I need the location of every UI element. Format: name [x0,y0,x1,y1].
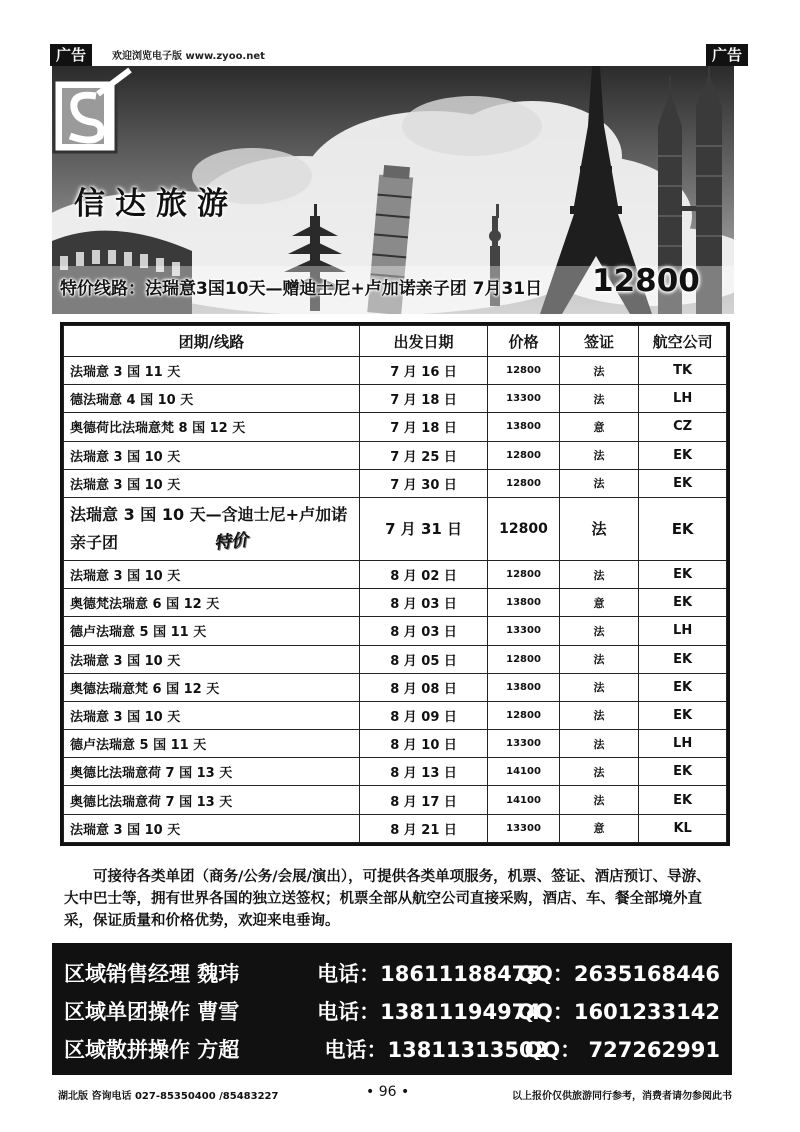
route-cell: 德卢法瑞意 5 国 11 天 [64,617,360,645]
ad-label-right: 广告 [706,44,748,66]
price-cell: 13300 [488,814,559,842]
airline-cell: KL [639,814,727,842]
route-cell: 奥德比法瑞意荷 7 国 13 天 [64,786,360,814]
price-cell: 13800 [488,673,559,701]
route-cell: 法瑞意 3 国 10 天 [64,701,360,729]
table-row [64,385,727,413]
price-cell: 12800 [488,357,559,385]
brand-logo-icon [52,66,134,156]
airline-cell: LH [639,385,727,413]
date-cell: 7 月 16 日 [359,357,488,385]
airline-cell: CZ [639,413,727,441]
date-cell: 7 月 30 日 [359,469,488,497]
visa-cell: 法 [559,617,639,645]
contact-qq[interactable]: QQ：2635168446 [517,962,720,986]
airline-cell: EK [639,589,727,617]
airline-cell: EK [639,673,727,701]
footer-edition: 湖北版 [58,1091,88,1102]
airline-cell: EK [639,645,727,673]
date-cell: 8 月 21 日 [359,814,488,842]
price-cell: 12800 [488,441,559,469]
route-cell: 奥德梵法瑞意 6 国 12 天 [64,589,360,617]
date-cell: 8 月 02 日 [359,560,488,588]
route-cell: 法瑞意 3 国 10 天 [64,814,360,842]
price-cell: 12800 [488,497,559,560]
contact-role: 区域销售经理 魏玮 [64,962,240,986]
footer-phone: 咨询电话 027-85350400 /85483227 [88,1091,279,1102]
airline-cell: EK [639,786,727,814]
route-cell: 德法瑞意 4 国 10 天 [64,385,360,413]
page-number: • 96 • [366,1084,410,1100]
table-row [64,701,727,729]
route-cell: 法瑞意 3 国 10 天 [64,645,360,673]
table-row [64,357,727,385]
route-cell: 法瑞意 3 国 10 天 [64,560,360,588]
table-header-row [64,326,727,357]
contact-role: 区域单团操作 曹雪 [64,1000,240,1024]
route-cell [64,497,360,560]
table-row [64,673,727,701]
airline-cell: LH [639,730,727,758]
table-row [64,589,727,617]
contact-phone[interactable]: 电话：13811194974 [317,1000,541,1024]
visa-cell: 法 [559,497,639,560]
price-cell: 14100 [488,758,559,786]
header-date: 出发日期 [359,326,488,357]
contact-phone[interactable]: 电话：13811313502 [324,1038,549,1062]
header-visa: 签证 [559,326,639,357]
visa-cell: 法 [559,758,639,786]
visa-cell: 法 [559,385,639,413]
route-cell: 法瑞意 3 国 10 天 [64,469,360,497]
header-price: 价格 [488,326,559,357]
date-cell: 8 月 17 日 [359,786,488,814]
airline-cell: EK [639,497,727,560]
visa-cell: 法 [559,560,639,588]
contact-row [64,1031,720,1069]
route-cell: 奥德法瑞意梵 6 国 12 天 [64,673,360,701]
contact-phone[interactable]: 电话：18611188475 [317,962,541,986]
visa-cell: 法 [559,730,639,758]
table-row [64,413,727,441]
airline-cell: TK [639,357,727,385]
website-url-text[interactable]: 欢迎浏览电子版 www.zyoo.net [112,51,265,62]
visa-cell: 法 [559,673,639,701]
promo-price: 12800 [592,263,700,299]
price-cell: 13800 [488,413,559,441]
visa-cell: 法 [559,469,639,497]
visa-cell: 意 [559,413,639,441]
airline-cell: EK [639,758,727,786]
date-cell: 8 月 08 日 [359,673,488,701]
table-row-featured [64,497,727,560]
price-cell: 13800 [488,589,559,617]
price-cell: 13300 [488,617,559,645]
route-text: 法瑞意 3 国 10 天—含迪士尼+卢加诺亲子团 [70,504,348,552]
ad-label-left: 广告 [50,44,92,66]
airline-cell: EK [639,441,727,469]
contact-qq[interactable]: QQ：1601233142 [517,1000,720,1024]
contact-row [64,993,720,1031]
date-cell: 8 月 09 日 [359,701,488,729]
table-row [64,786,727,814]
contact-row [64,955,720,993]
route-cell: 法瑞意 3 国 10 天 [64,441,360,469]
route-cell: 法瑞意 3 国 11 天 [64,357,360,385]
footer-disclaimer: 以上报价仅供旅游同行参考，消费者请勿参阅此书 [512,1091,732,1102]
table-row [64,758,727,786]
special-price-tag: 特价 [213,530,249,554]
tour-schedule-table [60,322,730,846]
travel-banner [52,66,734,314]
price-cell: 13300 [488,730,559,758]
contact-qq[interactable]: QQ： 727262991 [524,1038,720,1062]
table-row [64,814,727,842]
visa-cell: 法 [559,645,639,673]
table-row [64,441,727,469]
contact-role: 区域散拼操作 方超 [64,1038,240,1062]
date-cell: 8 月 05 日 [359,645,488,673]
table-row [64,617,727,645]
services-description: 可接待各类单团（商务/公务/会展/演出），可提供各类单项服务，机票、签证、酒店预订、导游、大中巴士等，拥有世界各国的独立送签权；机票全部从航空公司直接采购，酒店、车、餐全部境外直采，保证质量和价格优势，欢迎来电垂询。 [64,869,711,929]
date-cell: 8 月 13 日 [359,758,488,786]
route-cell: 奥德比法瑞意荷 7 国 13 天 [64,758,360,786]
date-cell: 8 月 10 日 [359,730,488,758]
date-cell: 7 月 31 日 [359,497,488,560]
header-route: 团期/线路 [64,326,360,357]
price-cell: 12800 [488,469,559,497]
visa-cell: 法 [559,701,639,729]
airline-cell: EK [639,701,727,729]
date-cell: 7 月 25 日 [359,441,488,469]
airline-cell: EK [639,560,727,588]
table-row [64,560,727,588]
visa-cell: 意 [559,814,639,842]
table-row [64,730,727,758]
promo-route-text: 特价线路：法瑞意3国10天—赠迪士尼+卢加诺亲子团 7月31日 [60,279,543,299]
price-cell: 12800 [488,701,559,729]
date-cell: 8 月 03 日 [359,617,488,645]
visa-cell: 法 [559,441,639,469]
contacts-panel [52,943,732,1075]
airline-cell: LH [639,617,727,645]
header-airline: 航空公司 [639,326,727,357]
route-cell: 德卢法瑞意 5 国 11 天 [64,730,360,758]
price-cell: 14100 [488,786,559,814]
price-cell: 13300 [488,385,559,413]
price-cell: 12800 [488,645,559,673]
date-cell: 7 月 18 日 [359,385,488,413]
table-row [64,645,727,673]
visa-cell: 意 [559,589,639,617]
brand-name: 信达旅游 [74,186,238,222]
visa-cell: 法 [559,357,639,385]
table-row [64,469,727,497]
visa-cell: 法 [559,786,639,814]
route-cell: 奥德荷比法瑞意梵 8 国 12 天 [64,413,360,441]
footer-edition-info [58,1087,278,1102]
date-cell: 8 月 03 日 [359,589,488,617]
date-cell: 7 月 18 日 [359,413,488,441]
price-cell: 12800 [488,560,559,588]
airline-cell: EK [639,469,727,497]
